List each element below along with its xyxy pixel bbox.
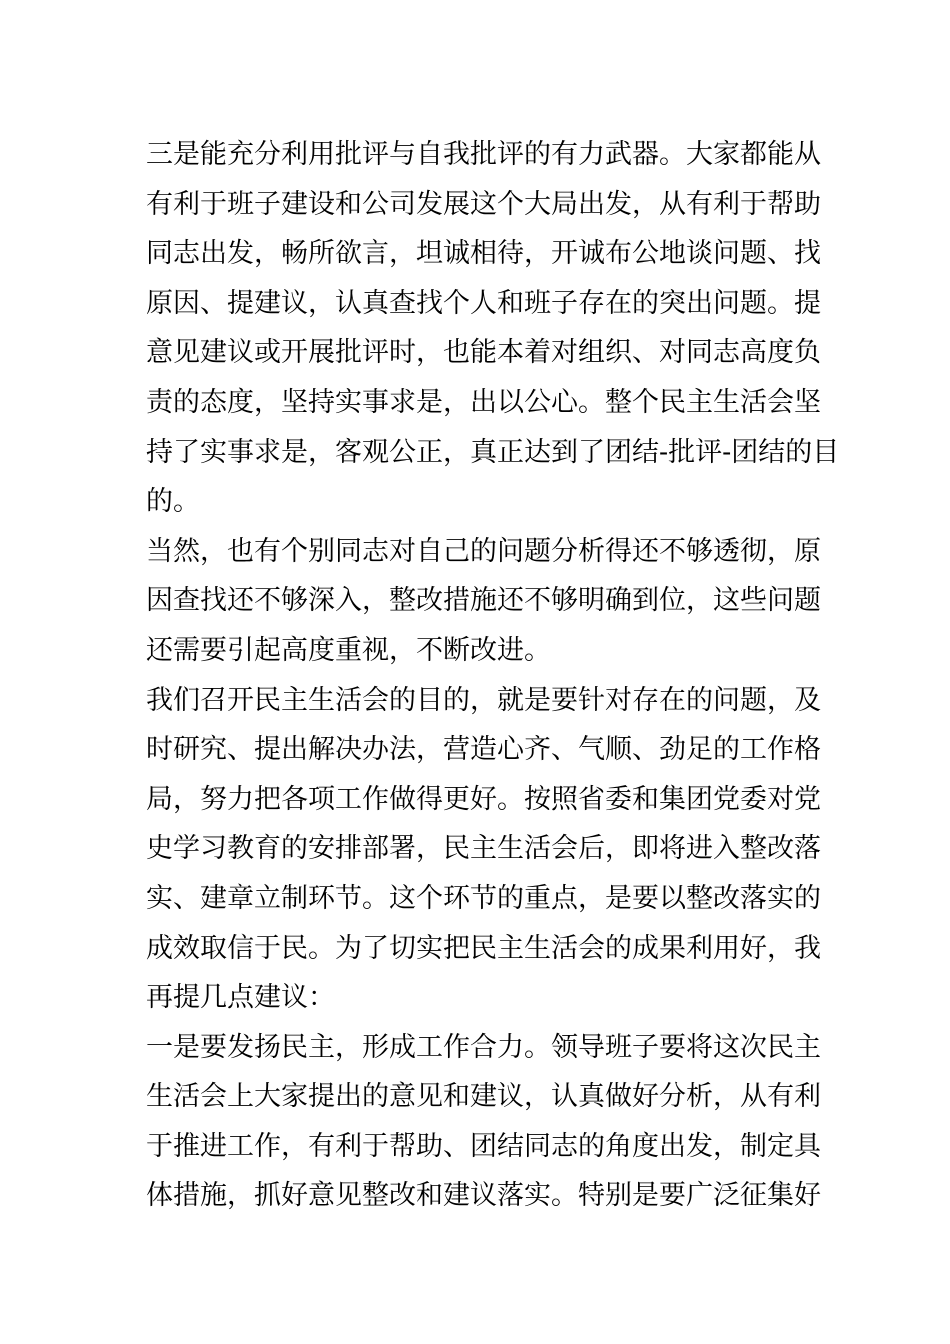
text-line: 于推进工作，有利于帮助、团结同志的角度出发，制定具	[146, 1130, 821, 1162]
text-line: 责的态度，坚持实事求是，出以公心。整个民主生活会坚	[146, 386, 821, 418]
text-line: 有利于班子建设和公司发展这个大局出发，从有利于帮助	[146, 188, 821, 220]
text-line: 原因、提建议，认真查找个人和班子存在的突出问题。提	[146, 287, 821, 319]
text-line: 还需要引起高度重视，不断改进。	[146, 634, 551, 666]
text-line: 再提几点建议：	[146, 982, 335, 1014]
text-line: 三是能充分利用批评与自我批评的有力武器。大家都能从	[146, 139, 821, 170]
text-line: 我们召开民主生活会的目的，就是要针对存在的问题，及	[146, 684, 821, 716]
text-line: 史学习教育的安排部署，民主生活会后，即将进入整改落	[146, 833, 821, 865]
text-line: 时研究、提出解决办法，营造心齐、气顺、劲足的工作格	[146, 734, 821, 766]
text-line: 持了实事求是，客观公正，真正达到了团结-批评-团结的目	[146, 436, 840, 468]
text-line: 生活会上大家提出的意见和建议，认真做好分析，从有利	[146, 1081, 821, 1113]
text-line: 同志出发，畅所欲言，坦诚相待，开诚布公地谈问题、找	[146, 238, 821, 270]
text-line: 意见建议或开展批评时，也能本着对组织、对同志高度负	[146, 337, 821, 369]
document-body	[146, 130, 840, 1221]
text-line: 当然，也有个别同志对自己的问题分析得还不够透彻，原	[146, 535, 821, 567]
text-line: 成效取信于民。为了切实把民主生活会的成果利用好，我	[146, 932, 821, 964]
text-line: 局，努力把各项工作做得更好。按照省委和集团党委对党	[146, 783, 821, 815]
text-line: 的。	[146, 486, 200, 518]
text-line: 因查找还不够深入，整改措施还不够明确到位，这些问题	[146, 585, 821, 617]
text-line: 实、建章立制环节。这个环节的重点，是要以整改落实的	[146, 882, 821, 914]
text-line: 体措施，抓好意见整改和建议落实。特别是要广泛征集好	[146, 1180, 821, 1212]
text-line: 一是要发扬民主，形成工作合力。领导班子要将这次民主	[146, 1031, 821, 1063]
